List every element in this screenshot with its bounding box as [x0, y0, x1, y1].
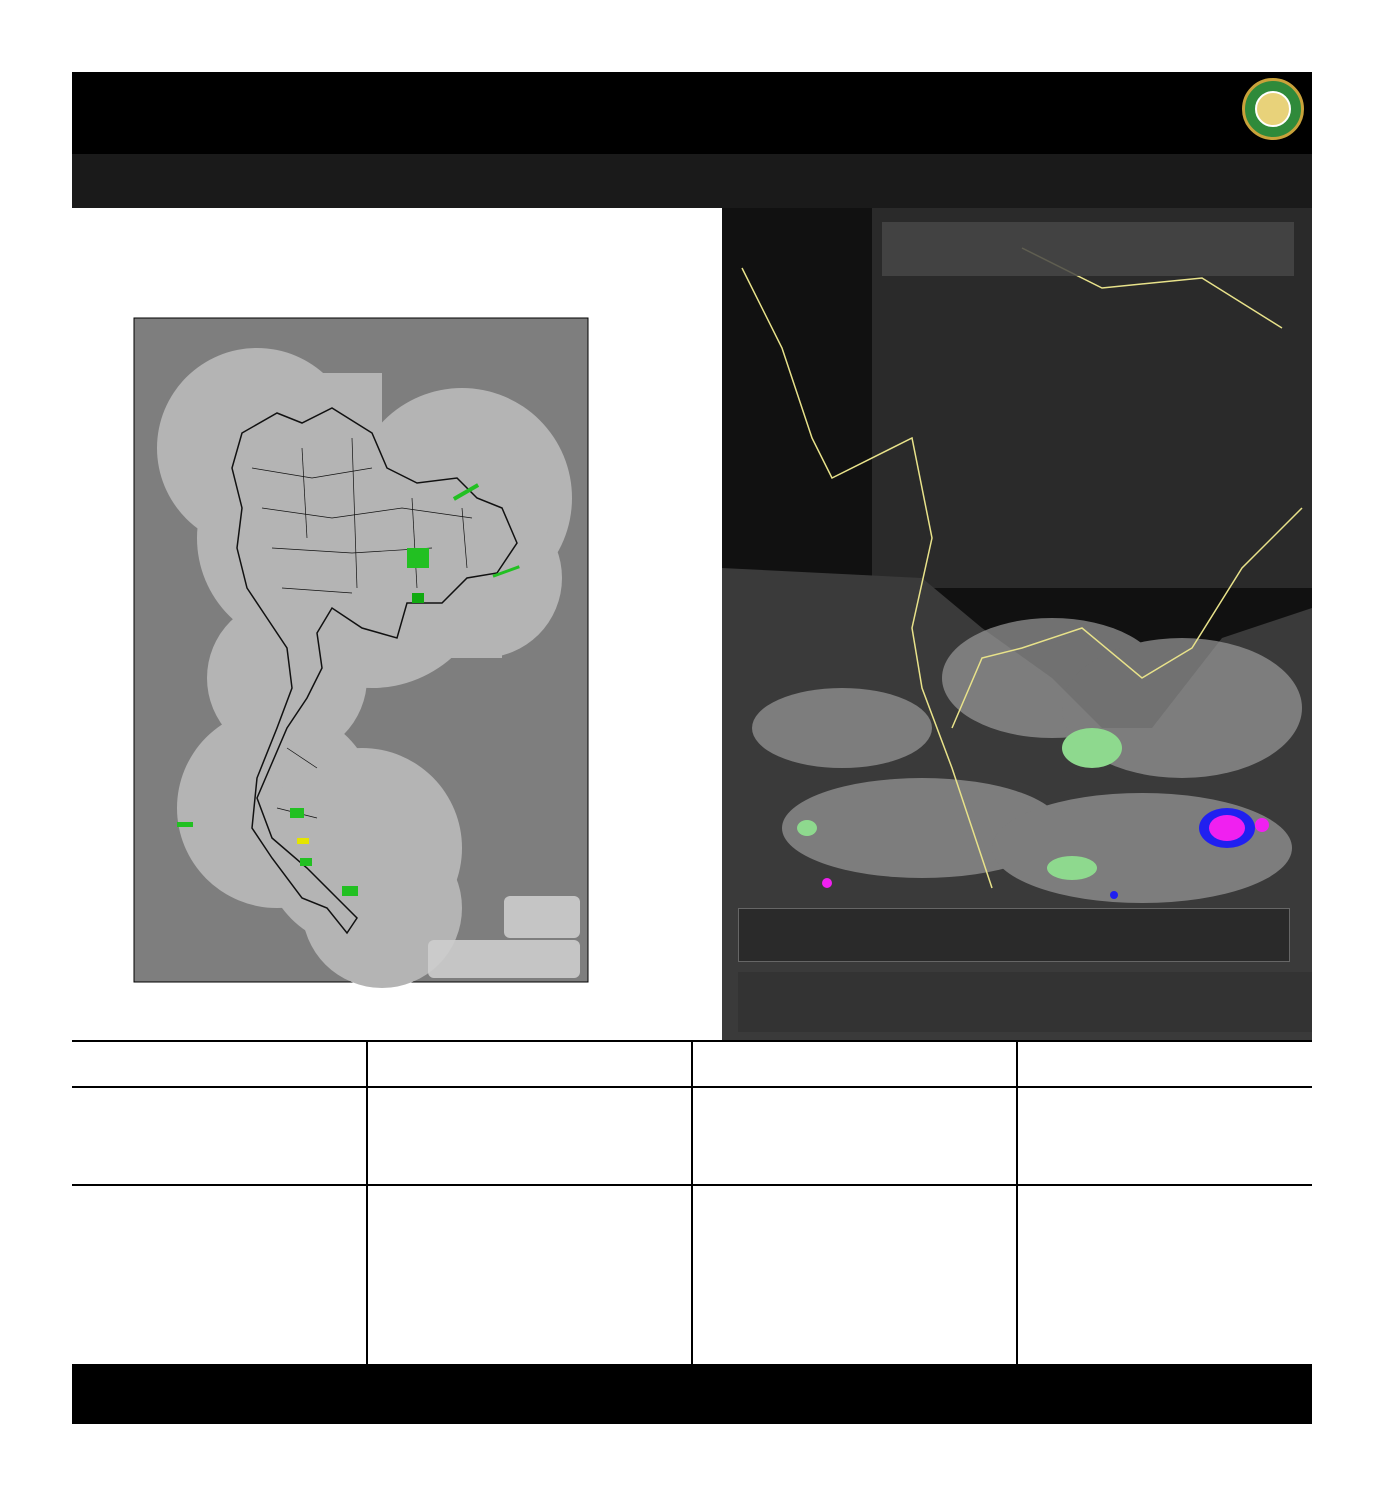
radar-panel [72, 208, 722, 1040]
table-row [72, 1087, 1312, 1185]
tmd-logo [1242, 78, 1304, 140]
row2-movement [692, 1185, 1017, 1367]
forecast-time-badge [428, 940, 580, 978]
forecast-badge [504, 896, 580, 938]
row2-severity [367, 1185, 692, 1367]
radar-map [72, 208, 722, 1040]
summary-table [72, 1040, 1312, 1368]
header-severity [367, 1041, 692, 1087]
qpe-scale [1019, 917, 1279, 957]
row1-data [72, 1087, 367, 1185]
header-data [72, 1041, 367, 1087]
footer-bar [72, 1364, 1312, 1424]
satellite-panel [722, 208, 1312, 1040]
table-header-row [72, 1041, 1312, 1087]
row2-accumulation [1017, 1185, 1312, 1367]
qpe-legend [738, 908, 1290, 962]
header-bar [72, 72, 1312, 154]
fy4b-banner [738, 972, 1312, 1032]
utc-timestamp [882, 222, 1294, 276]
table-row [72, 1185, 1312, 1367]
row1-severity [367, 1087, 692, 1185]
bulletin-sheet [72, 72, 1312, 1424]
header-accumulation [1017, 1041, 1312, 1087]
row1-accumulation [1017, 1087, 1312, 1185]
section-headers [72, 154, 1312, 208]
row1-movement [692, 1087, 1017, 1185]
row2-data [72, 1185, 367, 1367]
header-movement [692, 1041, 1017, 1087]
